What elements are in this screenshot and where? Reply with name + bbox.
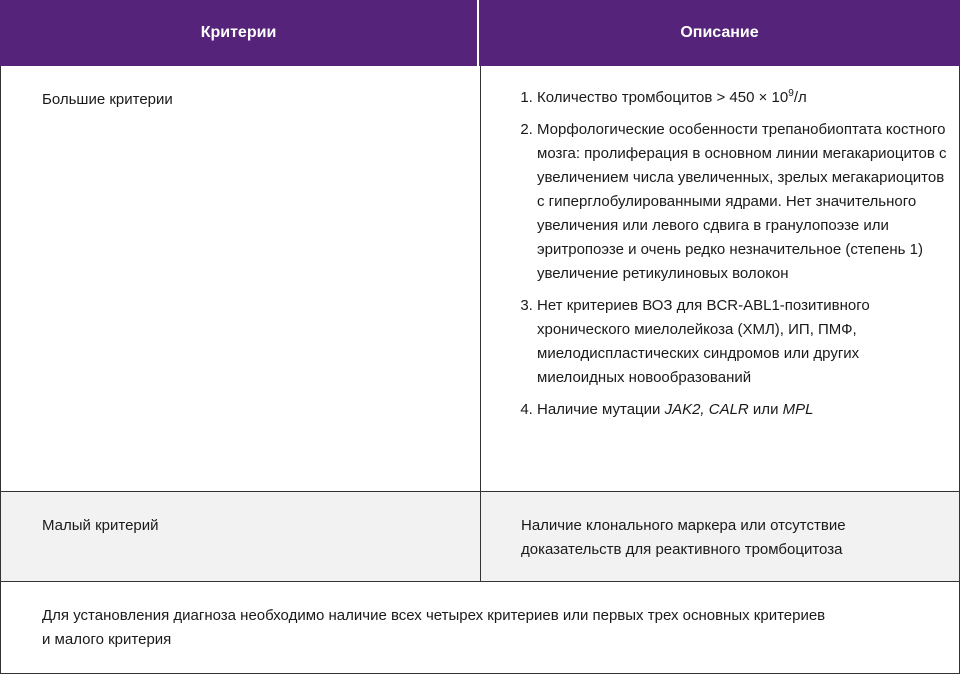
note-line-2: и малого критерия bbox=[42, 631, 172, 648]
major-criteria-label: Большие критерии bbox=[42, 91, 173, 108]
minor-criterion-description: Наличие клонального маркера или отсутствие доказательств для реактивного тромбоцитоза bbox=[521, 517, 846, 558]
major-criteria-list bbox=[506, 86, 947, 430]
minor-criterion-label: Малый критерий bbox=[42, 517, 159, 534]
list-item bbox=[537, 118, 947, 286]
table-row-major bbox=[0, 66, 960, 492]
list-item bbox=[537, 86, 947, 110]
gene-name: MPL bbox=[782, 401, 814, 418]
column-divider bbox=[480, 492, 481, 581]
table-row-minor bbox=[0, 491, 960, 582]
diagnosis-note bbox=[42, 604, 912, 652]
list-item bbox=[537, 398, 947, 422]
gene-names: JAK2, CALR bbox=[664, 401, 749, 418]
table-header bbox=[0, 0, 960, 66]
header-description: Описание bbox=[680, 24, 759, 41]
header-criteria: Критерии bbox=[0, 0, 479, 66]
list-item bbox=[537, 294, 947, 390]
exponent: 9 bbox=[788, 88, 794, 99]
table-row-note bbox=[0, 581, 960, 674]
who-criteria-text: Нет критериев ВОЗ для BCR-ABL1-позитивного хронического миелолейкоза (ХМЛ), ИП, ПМФ, миелодиспластических синдромов или других миелоидных новообразований bbox=[537, 297, 870, 386]
mutation-prefix: Наличие мутации bbox=[537, 401, 665, 418]
note-line-1: Для установления диагноза необходимо наличие всех четырех критериев или первых трех основных критериев bbox=[42, 607, 826, 624]
column-divider bbox=[480, 66, 481, 492]
platelet-count-text: Количество тромбоцитов > 450 × 10 bbox=[537, 89, 789, 106]
morphology-text: Морфологические особенности трепанобиоптата костного мозга: пролиферация в основном линии мегакариоцитов с увеличением числа увеличенных, зрелых мегакариоцитов с гиперглобулированными ядрами. Нет значительного увеличения или левого сдвига в гранулопоэзе или эритропоэзе и очень редко незначительное (степень 1) увеличение ретикулиновых волокон bbox=[537, 121, 947, 282]
unit-suffix: /л bbox=[793, 89, 807, 106]
mutation-conjunction: или bbox=[748, 401, 783, 418]
